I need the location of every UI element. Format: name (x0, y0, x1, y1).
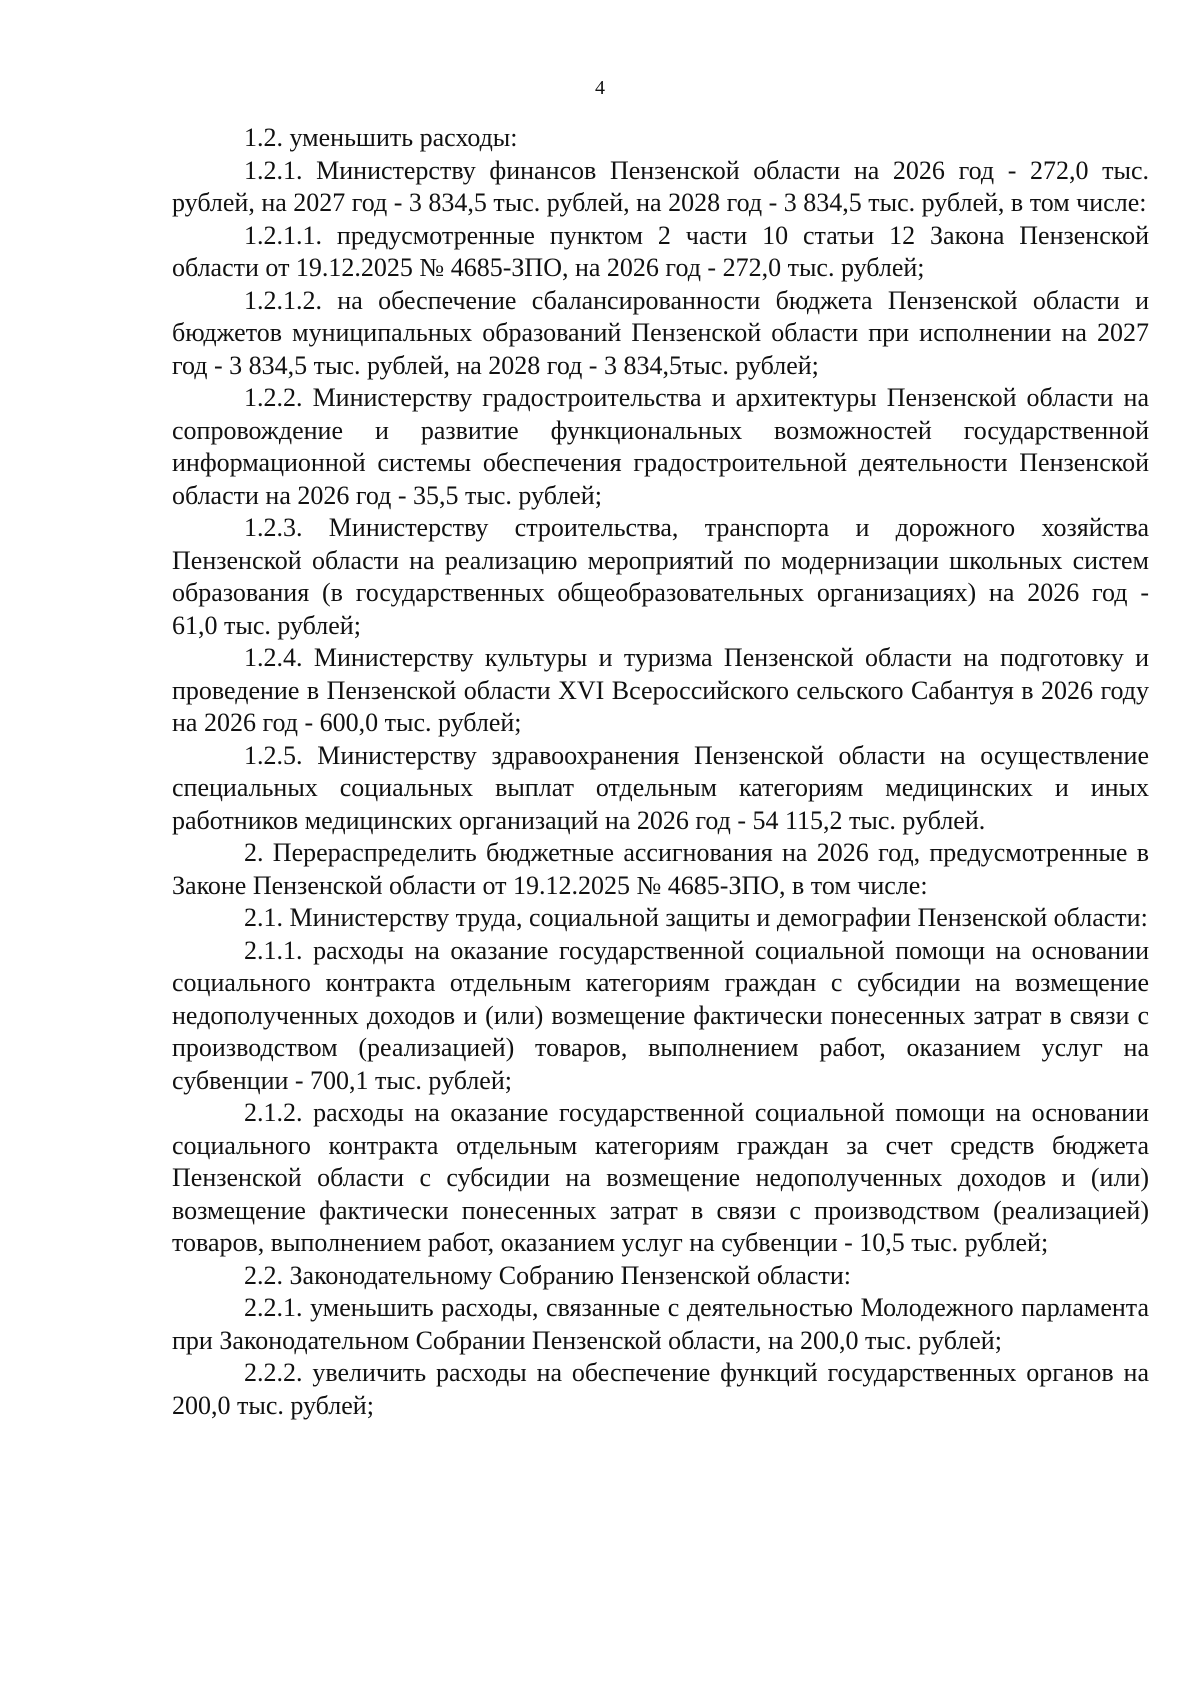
paragraph-2: 2. Перераспределить бюджетные ассигнования на 2026 год, предусмотренные в Законе Пензенской области от 19.12.2025 № 4685-ЗПО, в том числе: (172, 838, 1149, 900)
paragraph-1-2-2: 1.2.2. Министерству градостроительства и архитектуры Пензенской области на сопровождение и развитие функциональных возможностей государственной информационной системы обеспечения градостроительной деятельности Пензенской области на 2026 год - 35,5 тыс. рублей; (172, 383, 1149, 510)
paragraph-2-2-1: 2.2.1. уменьшить расходы, связанные с деятельностью Молодежного парламента при Законодательном Собрании Пензенской области, на 200,0 тыс. рублей; (172, 1293, 1149, 1355)
paragraph-1-2-4: 1.2.4. Министерству культуры и туризма Пензенской области на подготовку и проведение в Пензенской области XVI Всероссийского сельского Сабантуя в 2026 году на 2026 год - 600,0 тыс. рублей; (172, 643, 1149, 737)
paragraph-1-2-5: 1.2.5. Министерству здравоохранения Пензенской области на осуществление специальных социальных выплат отдельным категориям медицинских и иных работников медицинских организаций на 2026 год - 54 115,2 тыс. рублей. (172, 740, 1149, 835)
paragraph-1-2-1-2: 1.2.1.2. на обеспечение сбалансированности бюджета Пензенской области и бюджетов муниципальных образований Пензенской области при исполнении на 2027 год - 3 834,5 тыс. рублей, на 2028 год - 3 834,5тыс. рублей; (172, 285, 1149, 380)
paragraph-2-2-2: 2.2.2. увеличить расходы на обеспечение функций государственных органов на 200,0 тыс. рублей; (172, 1358, 1149, 1420)
document-body (172, 122, 1149, 1422)
paragraph-2-1-1: 2.1.1. расходы на оказание государственной социальной помощи на основании социального контракта отдельным категориям граждан с субсидии на возмещение недополученных доходов и (или) возмещение фактически понесенных затрат в связи с производством (реализацией) товаров, выполнением работ, оказанием услуг на субвенции - 700,1 тыс. рублей; (172, 935, 1149, 1095)
paragraph-1-2-1: 1.2.1. Министерству финансов Пензенской области на 2026 год - 272,0 тыс. рублей, на 2027 год - 3 834,5 тыс. рублей, на 2028 год - 3 834,5 тыс. рублей, в том числе: (172, 155, 1149, 217)
paragraph-2-2: 2.2. Законодательному Собранию Пензенской области: (244, 1260, 851, 1290)
paragraph-1-2-3: 1.2.3. Министерству строительства, транспорта и дорожного хозяйства Пензенской области на реализацию мероприятий по модернизации школьных систем образования (в государственных общеобразовательных организациях) на 2026 год - 61,0 тыс. рублей; (172, 513, 1149, 640)
page-number: 4 (595, 77, 605, 99)
paragraph-1-2: 1.2. уменьшить расходы: (244, 123, 518, 152)
paragraph-2-1: 2.1. Министерству труда, социальной защиты и демографии Пензенской области: (244, 903, 1148, 932)
paragraph-2-1-2: 2.1.2. расходы на оказание государственной социальной помощи на основании социального контракта отдельным категориям граждан за счет средств бюджета Пензенской области с субсидии на возмещение недополученных доходов и (или) возмещение фактически понесенных затрат в связи с производством (реализацией) товаров, выполнением работ, оказанием услуг на субвенции - 10,5 тыс. рублей; (172, 1098, 1149, 1257)
paragraph-1-2-1-1: 1.2.1.1. предусмотренные пунктом 2 части 10 статьи 12 Закона Пензенской области от 19.12.2025 № 4685-ЗПО, на 2026 год - 272,0 тыс. рублей; (172, 220, 1149, 282)
